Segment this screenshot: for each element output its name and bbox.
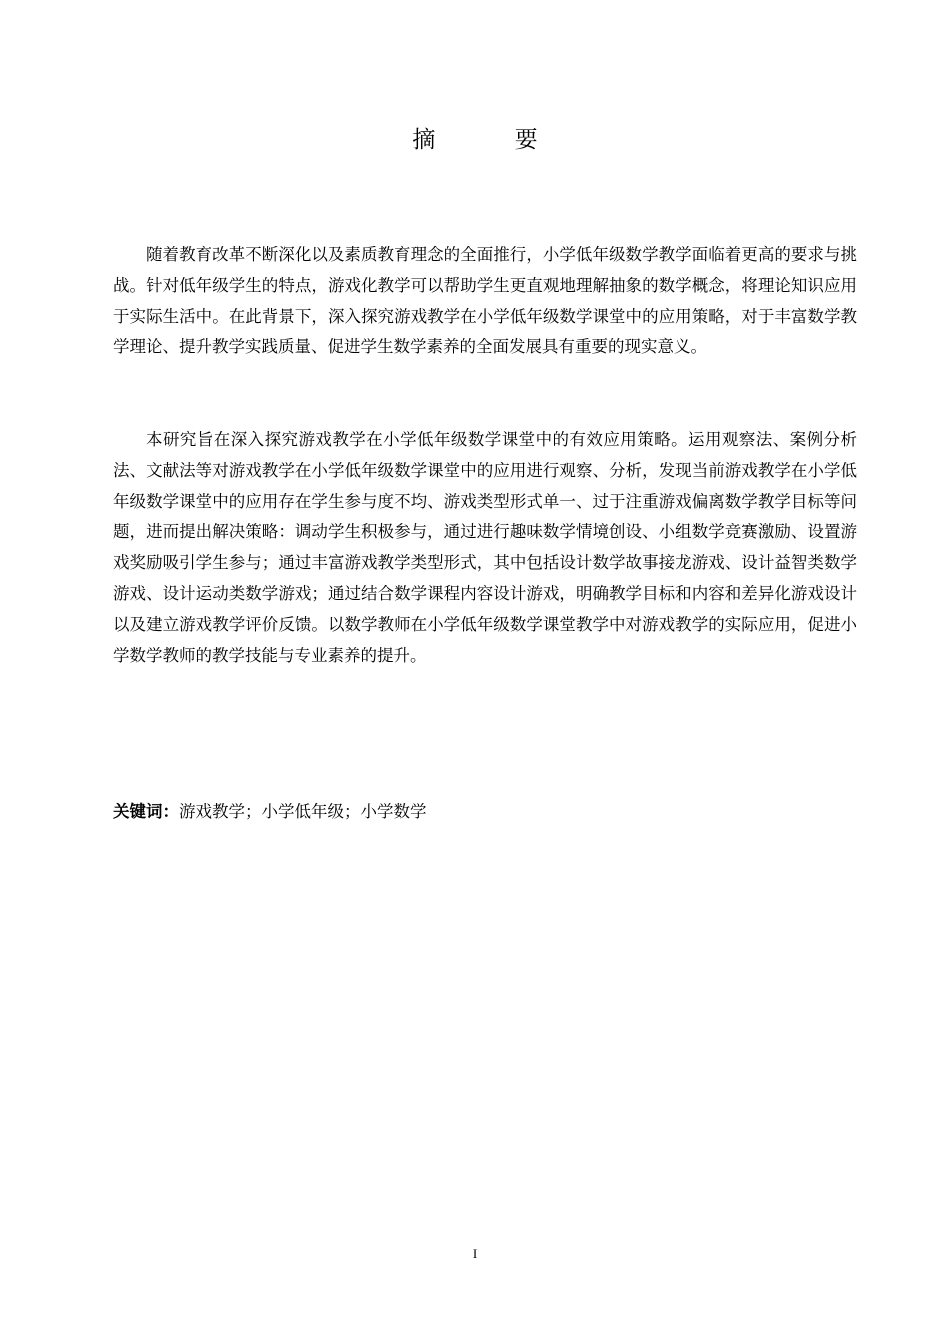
abstract-paragraph-2: 本研究旨在深入探究游戏教学在小学低年级数学课堂中的有效应用策略。运用观察法、案例分析法、文献法等对游戏教学在小学低年级数学课堂中的应用进行观察、分析，发现当前游戏教学在小学低年级数学课堂中的应用存在学生参与度不均、游戏类型形式单一、过于注重游戏偏离数学教学目标等问题，进而提出解决策略：调动学生积极参与，通过进行趣味数学情境创设、小组数学竞赛激励、设置游戏奖励吸引学生参与；通过丰富游戏教学类型形式，其中包括设计数学故事接龙游戏、设计益智类数学游戏、设计运动类数学游戏；通过结合数学课程内容设计游戏，明确教学目标和内容和差异化游戏设计以及建立游戏教学评价反馈。以数学教师在小学低年级数学课堂教学中对游戏教学的实际应用，促进小学数学教师的教学技能与专业素养的提升。 xyxy=(113,430,857,665)
abstract-paragraph-1: 随着教育改革不断深化以及素质教育理念的全面推行，小学低年级数学教学面临着更高的要求与挑战。针对低年级学生的特点，游戏化教学可以帮助学生更直观地理解抽象的数学概念，将理论知识应用于实际生活中。在此背景下，深入探究游戏教学在小学低年级数学课堂中的应用策略，对于丰富数学教学理论、提升教学实践质量、促进学生数学素养的全面发展具有重要的现实意义。 xyxy=(113,245,857,357)
keywords-value: 游戏教学；小学低年级；小学数学 xyxy=(179,802,427,821)
page-number: I xyxy=(472,1246,478,1261)
keywords-line xyxy=(113,797,427,827)
keywords-label: 关键词： xyxy=(113,802,179,821)
abstract-title: 摘 要 xyxy=(412,127,574,153)
